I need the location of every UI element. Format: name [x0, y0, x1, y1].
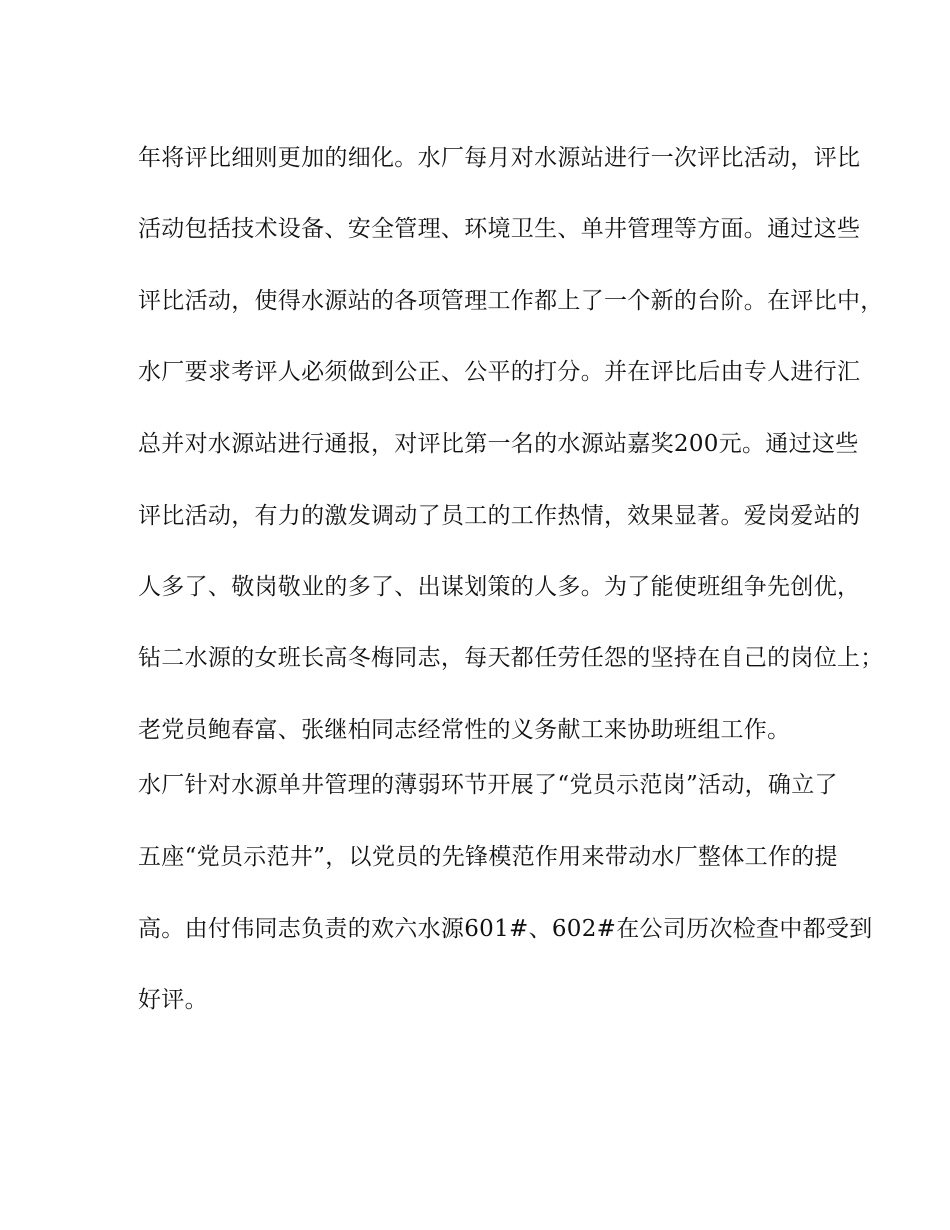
text-line: 高。由付伟同志负责的欢六水源601#、602#在公司历次检查中都受到: [138, 916, 873, 942]
text-line: 评比活动，使得水源站的各项管理工作都上了一个新的台阶。在评比中，: [138, 288, 884, 314]
text-line: 老党员鲍春富、张继柏同志经常性的义务献工来协助班组工作。: [138, 717, 791, 743]
text-line: 活动包括技术设备、安全管理、环境卫生、单井管理等方面。通过这些: [138, 216, 861, 242]
text-line: 人多了、敬岗敬业的多了、出谋划策的人多。为了能使班组争先创优，: [138, 574, 861, 600]
text-line: 好评。: [138, 987, 208, 1013]
text-line: 水厂针对水源单井管理的薄弱环节开展了“党员示范岗”活动，确立了: [138, 772, 838, 798]
text-line: 水厂要求考评人必须做到公正、公平的打分。并在评比后由专人进行汇: [138, 359, 861, 385]
text-line: 钻二水源的女班长高冬梅同志，每天都任劳任怨的坚持在自己的岗位上；: [138, 645, 884, 671]
text-line: 五座“党员示范井”，以党员的先锋模范作用来带动水厂整体工作的提: [138, 844, 838, 870]
text-line: 总并对水源站进行通报，对评比第一名的水源站嘉奖200元。通过这些: [138, 431, 859, 457]
text-line: 评比活动，有力的激发调动了员工的工作热情，效果显著。爱岗爱站的: [138, 503, 861, 529]
text-line: 年将评比细则更加的细化。水厂每月对水源站进行一次评比活动，评比: [138, 145, 861, 171]
